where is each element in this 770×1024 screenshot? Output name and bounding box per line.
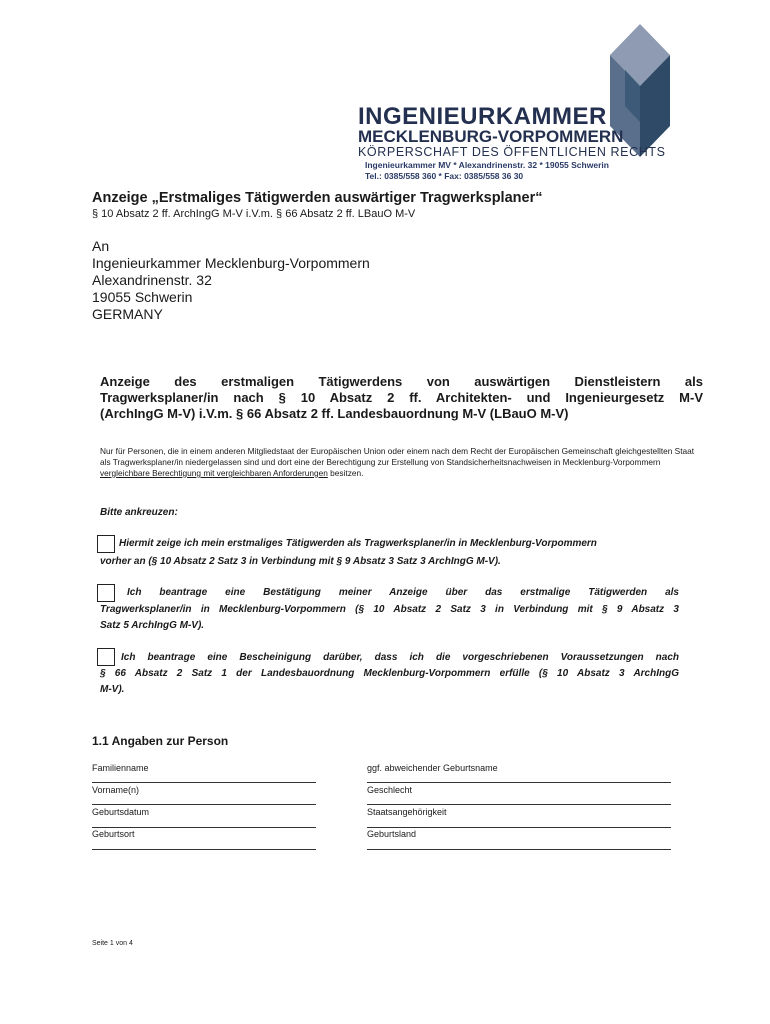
form-heading <box>100 374 703 422</box>
option-3-line2: § 66 Absatz 2 Satz 1 der Landesbauordnung Mecklenburg-Vorpommern erfülle (§ 10 Absatz 3 ArchIngG <box>100 668 679 679</box>
note-text-end: besitzen. <box>327 468 364 478</box>
heading-line: Tragwerksplaner/in nach § 10 Absatz 2 ff. Architekten- und Ingenieurgesetz M-V <box>100 390 703 405</box>
geburtsdatum-input[interactable] <box>92 827 316 828</box>
recipient-line: GERMANY <box>92 306 163 322</box>
org-address-line: Ingenieurkammer MV * Alexandrinenstr. 32 * 19055 Schwerin <box>365 160 609 170</box>
option-1-checkbox[interactable] <box>97 535 115 553</box>
geburtsort-input[interactable] <box>92 849 316 850</box>
recipient-line: 19055 Schwerin <box>92 289 193 305</box>
note-text: Nur für Personen, die in einem anderen Mitgliedstaat der Europäischen Union oder einem nach dem Recht der Europäischen Gemeinschaft gleichgestellten Staat als Tragwerksplaner/in niedergelassen sind und dort eine der Berechtigung zur Erstellung von Standsicherheitsnachweisen in Mecklenburg-Vorpommern <box>100 446 695 467</box>
vorname-input[interactable] <box>92 804 316 805</box>
geburtsname-input[interactable] <box>367 782 671 783</box>
heading-line: Anzeige des erstmaligen Tätigwerdens von auswärtigen Dienstleistern als <box>100 374 703 389</box>
staatsangehoerigkeit-input[interactable] <box>367 827 671 828</box>
field-label-geburtsland: Geburtsland <box>367 829 417 839</box>
heading-line: (ArchIngG M-V) i.V.m. § 66 Absatz 2 ff. Landesbauordnung M-V (LBauO M-V) <box>100 406 569 421</box>
option-1-line2: vorher an (§ 10 Absatz 2 Satz 3 in Verbindung mit § 9 Absatz 3 Satz 3 ArchIngG M-V). <box>100 556 501 567</box>
document-subtitle: § 10 Absatz 2 ff. ArchIngG M-V i.V.m. § 66 Absatz 2 ff. LBauO M-V <box>92 208 416 220</box>
instructions-label: Bitte ankreuzen: <box>100 507 178 518</box>
option-3-line3: M-V). <box>100 684 125 695</box>
option-2-checkbox[interactable] <box>97 584 115 602</box>
page-number: Seite 1 von 4 <box>92 940 133 947</box>
geburtsland-input[interactable] <box>367 849 671 850</box>
note-underlined-text: vergleichbare Berechtigung mit vergleichbaren Anforderungen <box>100 468 328 478</box>
option-2-line2: Tragwerksplaner/in in Mecklenburg-Vorpommern (§ 10 Absatz 2 Satz 3 in Verbindung mit § 9 Absatz 3 <box>100 604 679 615</box>
field-label-geburtsdatum: Geburtsdatum <box>92 807 150 817</box>
field-label-geburtsort: Geburtsort <box>92 829 135 839</box>
recipient-line: Alexandrinenstr. 32 <box>92 272 212 288</box>
eligibility-note <box>100 446 703 479</box>
field-label-staatsangehoerigkeit: Staatsangehörigkeit <box>367 807 447 817</box>
option-2-line3: Satz 5 ArchIngG M-V). <box>100 620 205 631</box>
field-label-familienname: Familienname <box>92 763 149 773</box>
org-region: MECKLENBURG-VORPOMMERN <box>358 127 624 146</box>
recipient-address <box>92 238 370 323</box>
familienname-input[interactable] <box>92 782 316 783</box>
geschlecht-input[interactable] <box>367 804 671 805</box>
section-title: 1.1 Angaben zur Person <box>92 734 229 748</box>
recipient-line: An <box>92 238 110 254</box>
field-label-geschlecht: Geschlecht <box>367 785 413 795</box>
option-3-line1: Ich beantrage eine Bescheinigung darüber, dass ich die vorgeschriebenen Voraussetzungen nach <box>121 652 679 663</box>
recipient-line: Ingenieurkammer Mecklenburg-Vorpommern <box>92 255 370 271</box>
option-2-line1: Ich beantrage eine Bestätigung meiner Anzeige über das erstmalige Tätigwerden als <box>127 587 679 598</box>
option-3-checkbox[interactable] <box>97 648 115 666</box>
document-title: Anzeige „Erstmaliges Tätigwerden auswärtiger Tragwerksplaner“ <box>92 190 543 206</box>
org-name: INGENIEURKAMMER <box>358 103 607 130</box>
option-1-line1: Hiermit zeige ich mein erstmaliges Tätigwerden als Tragwerksplaner/in in Mecklenburg-Vorpommern <box>119 538 597 549</box>
field-label-geburtsname: ggf. abweichender Geburtsname <box>367 763 498 773</box>
field-label-vorname: Vorname(n) <box>92 785 140 795</box>
org-contact-line: Tel.: 0385/558 360 * Fax: 0385/558 36 30 <box>365 171 524 181</box>
org-corporation: KÖRPERSCHAFT DES ÖFFENTLICHEN RECHTS <box>358 145 666 159</box>
